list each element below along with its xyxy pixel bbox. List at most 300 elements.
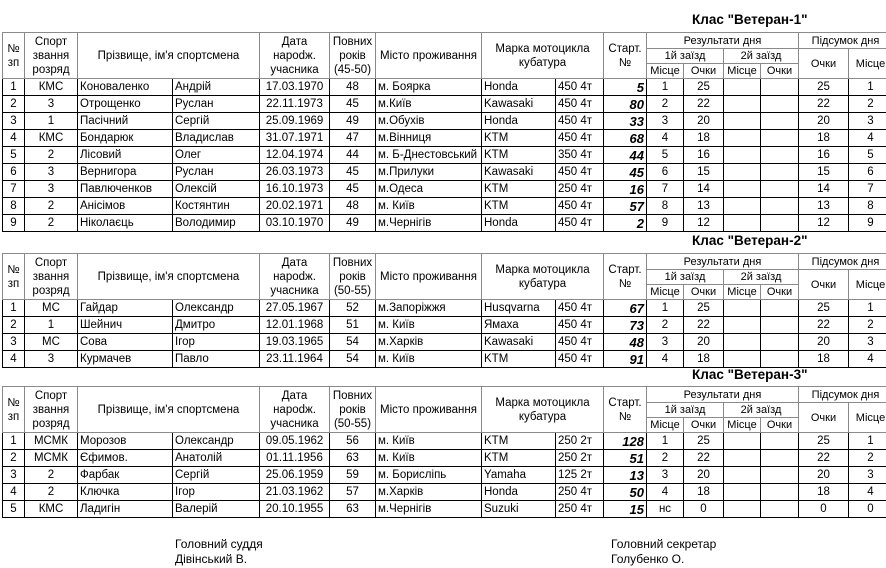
cell-cc: 250 4т [556, 484, 604, 501]
col-header-total: Підсумок дня [799, 33, 886, 49]
cell-city: м.Чернігів [376, 501, 482, 518]
cell-name: Анатолій [173, 450, 260, 467]
cell-age: 52 [330, 300, 376, 317]
chief-judge-label: Головний суддя [175, 537, 263, 551]
cell-r2-place [724, 300, 761, 317]
cell-r1-place: 2 [647, 96, 684, 113]
chief-judge-name: Дівінський В. [175, 552, 248, 566]
cell-r2-pts [761, 215, 799, 232]
cell-no: 4 [3, 351, 25, 368]
col-header-city: Місто проживання [376, 33, 482, 79]
cell-rank: 3 [25, 181, 78, 198]
cell-no: 5 [3, 501, 25, 518]
cell-r2-place [724, 317, 761, 334]
cell-cc: 250 4т [556, 501, 604, 518]
col-header-race1-points: Очки [684, 64, 724, 79]
cell-brand: Husqvarna [482, 300, 556, 317]
cell-rank: 3 [25, 96, 78, 113]
results-table-veteran-2 [2, 253, 886, 368]
class-title-veteran-1: Клас "Ветеран-1" [692, 12, 808, 27]
cell-total-pts: 25 [799, 79, 849, 96]
cell-rank: 1 [25, 317, 78, 334]
cell-age: 45 [330, 181, 376, 198]
cell-dob: 12.04.1974 [260, 147, 330, 164]
col-header-dob: Дата нарodж. учасника [260, 254, 330, 300]
cell-name: Руслан [173, 96, 260, 113]
cell-no: 2 [3, 96, 25, 113]
cell-r2-pts [761, 79, 799, 96]
col-header-name: Прізвище, ім'я спортсмена [78, 254, 260, 300]
cell-name: Руслан [173, 164, 260, 181]
col-header-rank: Спорт звання розряд [25, 387, 78, 433]
cell-rank: КМС [25, 79, 78, 96]
cell-dob: 19.03.1965 [260, 334, 330, 351]
cell-r2-pts [761, 450, 799, 467]
cell-rank: МСМК [25, 450, 78, 467]
col-header-total: Підсумок дня [799, 387, 886, 403]
cell-total-pts: 22 [799, 317, 849, 334]
col-header-race2-points: Очки [761, 285, 799, 300]
cell-r2-place [724, 467, 761, 484]
cell-brand: KTM [482, 198, 556, 215]
cell-dob: 20.10.1955 [260, 501, 330, 518]
cell-dob: 25.06.1959 [260, 467, 330, 484]
cell-age: 45 [330, 164, 376, 181]
cell-r2-pts [761, 351, 799, 368]
col-header-name: Прізвище, ім'я спортсмена [78, 33, 260, 79]
cell-brand: Kawasaki [482, 96, 556, 113]
cell-dob: 23.11.1964 [260, 351, 330, 368]
cell-r2-pts [761, 433, 799, 450]
class-title-veteran-3: Клас "Ветеран-3" [692, 367, 808, 382]
cell-rank: 2 [25, 467, 78, 484]
col-header-race1: 1й заїзд [647, 403, 724, 418]
col-header-race1-place: Місце [647, 418, 684, 433]
col-header-no: № зп [3, 387, 25, 433]
col-header-bike: Марка мотоцикла кубатура [482, 387, 604, 433]
cell-dob: 03.10.1970 [260, 215, 330, 232]
cell-surname: Лісовий [78, 147, 173, 164]
cell-r2-place [724, 147, 761, 164]
col-header-race2-place: Місце [724, 64, 761, 79]
col-header-city: Місто проживання [376, 254, 482, 300]
cell-dob: 26.03.1973 [260, 164, 330, 181]
cell-no: 2 [3, 317, 25, 334]
cell-r2-pts [761, 113, 799, 130]
cell-rank: МС [25, 334, 78, 351]
col-header-race2-points: Очки [761, 64, 799, 79]
cell-total-place: 1 [849, 79, 886, 96]
cell-total-pts: 18 [799, 130, 849, 147]
cell-no: 6 [3, 164, 25, 181]
cell-dob: 22.11.1973 [260, 96, 330, 113]
cell-cc: 450 4т [556, 130, 604, 147]
cell-r1-place: 4 [647, 484, 684, 501]
cell-total-place: 2 [849, 96, 886, 113]
col-header-no: № зп [3, 33, 25, 79]
cell-cc: 250 2т [556, 450, 604, 467]
cell-total-pts: 20 [799, 113, 849, 130]
cell-start: 44 [604, 147, 647, 164]
cell-r2-pts [761, 198, 799, 215]
cell-total-pts: 13 [799, 198, 849, 215]
col-header-race2-place: Місце [724, 285, 761, 300]
cell-total-place: 1 [849, 300, 886, 317]
cell-total-pts: 18 [799, 484, 849, 501]
cell-r2-place [724, 501, 761, 518]
cell-surname: Фарбак [78, 467, 173, 484]
col-header-total-points: Очки [799, 49, 849, 79]
cell-city: м. Київ [376, 450, 482, 467]
cell-name: Ігор [173, 334, 260, 351]
cell-brand: Yamaha [482, 467, 556, 484]
col-header-race2: 2й заїзд [724, 49, 799, 64]
cell-start: 80 [604, 96, 647, 113]
cell-start: 68 [604, 130, 647, 147]
col-header-race1: 1й заїзд [647, 270, 724, 285]
cell-r1-place: 2 [647, 450, 684, 467]
cell-r1-place: 6 [647, 164, 684, 181]
cell-no: 1 [3, 300, 25, 317]
cell-no: 9 [3, 215, 25, 232]
results-table-veteran-1 [2, 32, 886, 232]
cell-total-place: 2 [849, 450, 886, 467]
cell-age: 57 [330, 484, 376, 501]
table-row [3, 147, 886, 164]
cell-total-place: 4 [849, 484, 886, 501]
cell-name: Павло [173, 351, 260, 368]
cell-city: м.Одеса [376, 181, 482, 198]
cell-r1-pts: 25 [684, 433, 724, 450]
cell-name: Сергій [173, 467, 260, 484]
cell-r1-pts: 15 [684, 164, 724, 181]
cell-rank: 2 [25, 147, 78, 164]
table-row [3, 433, 886, 450]
cell-total-pts: 12 [799, 215, 849, 232]
cell-dob: 27.05.1967 [260, 300, 330, 317]
table-row [3, 450, 886, 467]
cell-start: 33 [604, 113, 647, 130]
cell-r1-pts: 12 [684, 215, 724, 232]
cell-surname: Гайдар [78, 300, 173, 317]
cell-r1-place: 2 [647, 317, 684, 334]
cell-age: 48 [330, 198, 376, 215]
cell-dob: 20.02.1971 [260, 198, 330, 215]
cell-dob: 25.09.1969 [260, 113, 330, 130]
cell-r1-pts: 20 [684, 467, 724, 484]
cell-start: 2 [604, 215, 647, 232]
cell-start: 13 [604, 467, 647, 484]
col-header-total-place: Місце [849, 270, 886, 300]
cell-start: 15 [604, 501, 647, 518]
cell-surname: Єфимов. [78, 450, 173, 467]
col-header-race1: 1й заїзд [647, 49, 724, 64]
cell-surname: Ніколаєць [78, 215, 173, 232]
table-row [3, 501, 886, 518]
col-header-start: Старт. № [604, 387, 647, 433]
col-header-name: Прізвище, ім'я спортсмена [78, 387, 260, 433]
table-row [3, 96, 886, 113]
cell-no: 1 [3, 79, 25, 96]
col-header-bike: Марка мотоцикла кубатура [482, 33, 604, 79]
cell-name: Сергій [173, 113, 260, 130]
cell-r1-pts: 25 [684, 79, 724, 96]
cell-brand: KTM [482, 130, 556, 147]
cell-name: Володимир [173, 215, 260, 232]
cell-total-pts: 15 [799, 164, 849, 181]
cell-no: 8 [3, 198, 25, 215]
cell-r1-place: 9 [647, 215, 684, 232]
table-row [3, 300, 886, 317]
results-table-veteran-3 [2, 386, 886, 518]
cell-surname: Ладигін [78, 501, 173, 518]
cell-r1-pts: 22 [684, 317, 724, 334]
cell-start: 67 [604, 300, 647, 317]
cell-age: 51 [330, 317, 376, 334]
cell-rank: КМС [25, 130, 78, 147]
col-header-age: Повних років (45-50) [330, 33, 376, 79]
cell-age: 56 [330, 433, 376, 450]
col-header-race2: 2й заїзд [724, 270, 799, 285]
cell-brand: Honda [482, 484, 556, 501]
cell-brand: Honda [482, 79, 556, 96]
cell-r2-pts [761, 147, 799, 164]
col-header-no: № зп [3, 254, 25, 300]
col-header-total-place: Місце [849, 403, 886, 433]
cell-r1-place: 4 [647, 351, 684, 368]
col-header-total: Підсумок дня [799, 254, 886, 270]
cell-r2-pts [761, 164, 799, 181]
cell-name: Олег [173, 147, 260, 164]
cell-dob: 12.01.1968 [260, 317, 330, 334]
cell-r1-place: 8 [647, 198, 684, 215]
cell-cc: 450 4т [556, 300, 604, 317]
cell-brand: KTM [482, 181, 556, 198]
cell-city: м.Харків [376, 484, 482, 501]
cell-surname: Анісімов [78, 198, 173, 215]
cell-cc: 450 4т [556, 96, 604, 113]
cell-r1-place: 1 [647, 300, 684, 317]
cell-start: 128 [604, 433, 647, 450]
cell-r2-place [724, 130, 761, 147]
cell-r2-place [724, 351, 761, 368]
cell-total-pts: 20 [799, 334, 849, 351]
cell-name: Костянтин [173, 198, 260, 215]
cell-city: м.Прилуки [376, 164, 482, 181]
cell-cc: 450 4т [556, 215, 604, 232]
col-header-total-points: Очки [799, 270, 849, 300]
cell-r2-pts [761, 96, 799, 113]
cell-city: м.Харків [376, 334, 482, 351]
cell-r2-place [724, 450, 761, 467]
cell-r2-place [724, 433, 761, 450]
cell-city: м. Б-Днестовський [376, 147, 482, 164]
col-header-city: Місто проживання [376, 387, 482, 433]
cell-start: 45 [604, 164, 647, 181]
cell-r1-pts: 16 [684, 147, 724, 164]
cell-r1-place: 4 [647, 130, 684, 147]
col-header-total-points: Очки [799, 403, 849, 433]
cell-r1-pts: 22 [684, 96, 724, 113]
cell-rank: 2 [25, 484, 78, 501]
chief-secretary-label: Головний секретар [611, 537, 717, 551]
table-row [3, 317, 886, 334]
cell-r1-place: 3 [647, 334, 684, 351]
cell-brand: KTM [482, 433, 556, 450]
cell-no: 4 [3, 484, 25, 501]
cell-no: 5 [3, 147, 25, 164]
cell-r2-place [724, 215, 761, 232]
cell-age: 45 [330, 96, 376, 113]
cell-name: Олексій [173, 181, 260, 198]
cell-start: 5 [604, 79, 647, 96]
col-header-rank: Спорт звання розряд [25, 33, 78, 79]
col-header-results: Результати дня [647, 387, 799, 403]
cell-cc: 450 4т [556, 334, 604, 351]
table-row [3, 181, 886, 198]
cell-r2-pts [761, 181, 799, 198]
cell-r2-pts [761, 300, 799, 317]
cell-total-place: 9 [849, 215, 886, 232]
cell-age: 48 [330, 79, 376, 96]
cell-city: м. Київ [376, 198, 482, 215]
cell-r1-pts: 20 [684, 113, 724, 130]
cell-r2-place [724, 484, 761, 501]
cell-total-place: 3 [849, 334, 886, 351]
cell-name: Дмитро [173, 317, 260, 334]
cell-dob: 16.10.1973 [260, 181, 330, 198]
cell-cc: 450 4т [556, 113, 604, 130]
cell-r2-place [724, 181, 761, 198]
cell-brand: Honda [482, 113, 556, 130]
cell-total-pts: 0 [799, 501, 849, 518]
cell-r1-place: 5 [647, 147, 684, 164]
cell-r1-pts: 18 [684, 130, 724, 147]
cell-surname: Ключка [78, 484, 173, 501]
col-header-bike: Марка мотоцикла кубатура [482, 254, 604, 300]
cell-r1-pts: 18 [684, 484, 724, 501]
cell-surname: Коноваленко [78, 79, 173, 96]
cell-no: 2 [3, 450, 25, 467]
cell-rank: МС [25, 300, 78, 317]
cell-city: м.Вінниця [376, 130, 482, 147]
cell-brand: KTM [482, 351, 556, 368]
cell-surname: Бондарюк [78, 130, 173, 147]
cell-r1-place: 3 [647, 467, 684, 484]
cell-name: Олександр [173, 433, 260, 450]
cell-surname: Сова [78, 334, 173, 351]
cell-dob: 09.05.1962 [260, 433, 330, 450]
cell-city: м.Обухів [376, 113, 482, 130]
cell-age: 54 [330, 334, 376, 351]
cell-start: 16 [604, 181, 647, 198]
cell-dob: 31.07.1971 [260, 130, 330, 147]
cell-age: 63 [330, 450, 376, 467]
cell-start: 51 [604, 450, 647, 467]
cell-total-place: 3 [849, 467, 886, 484]
cell-age: 59 [330, 467, 376, 484]
cell-rank: 2 [25, 198, 78, 215]
table-row [3, 467, 886, 484]
cell-r1-place: 7 [647, 181, 684, 198]
cell-no: 3 [3, 113, 25, 130]
cell-cc: 125 2т [556, 467, 604, 484]
cell-r1-place: 3 [647, 113, 684, 130]
cell-rank: МСМК [25, 433, 78, 450]
col-header-race2-place: Місце [724, 418, 761, 433]
cell-surname: Вернигора [78, 164, 173, 181]
cell-r1-pts: 20 [684, 334, 724, 351]
cell-total-place: 7 [849, 181, 886, 198]
cell-start: 48 [604, 334, 647, 351]
cell-rank: 1 [25, 113, 78, 130]
col-header-race1-place: Місце [647, 64, 684, 79]
cell-r1-place: 1 [647, 433, 684, 450]
cell-start: 57 [604, 198, 647, 215]
cell-brand: Honda [482, 215, 556, 232]
cell-r1-pts: 25 [684, 300, 724, 317]
cell-r1-place: нс [647, 501, 684, 518]
cell-age: 49 [330, 215, 376, 232]
cell-dob: 21.03.1962 [260, 484, 330, 501]
cell-total-place: 6 [849, 164, 886, 181]
cell-r1-pts: 13 [684, 198, 724, 215]
cell-cc: 450 4т [556, 198, 604, 215]
table-row [3, 351, 886, 368]
cell-name: Олександр [173, 300, 260, 317]
cell-r2-place [724, 79, 761, 96]
chief-secretary-name: Голубенко О. [611, 552, 685, 566]
col-header-rank: Спорт звання розряд [25, 254, 78, 300]
cell-name: Андрій [173, 79, 260, 96]
col-header-race1-points: Очки [684, 418, 724, 433]
cell-brand: KTM [482, 450, 556, 467]
col-header-race1-points: Очки [684, 285, 724, 300]
col-header-dob: Дата нарodж. учасника [260, 387, 330, 433]
col-header-results: Результати дня [647, 33, 799, 49]
cell-city: м. Київ [376, 433, 482, 450]
cell-age: 49 [330, 113, 376, 130]
cell-rank: КМС [25, 501, 78, 518]
table-row [3, 164, 886, 181]
col-header-total-place: Місце [849, 49, 886, 79]
cell-total-pts: 22 [799, 96, 849, 113]
cell-r2-place [724, 334, 761, 351]
cell-r2-pts [761, 501, 799, 518]
cell-r1-place: 1 [647, 79, 684, 96]
cell-r2-pts [761, 130, 799, 147]
cell-rank: 3 [25, 351, 78, 368]
cell-total-pts: 25 [799, 300, 849, 317]
table-row [3, 484, 886, 501]
cell-no: 3 [3, 334, 25, 351]
cell-name: Валерій [173, 501, 260, 518]
col-header-age: Повних років (50-55) [330, 254, 376, 300]
cell-r2-place [724, 198, 761, 215]
cell-age: 47 [330, 130, 376, 147]
cell-r2-place [724, 96, 761, 113]
cell-cc: 250 2т [556, 433, 604, 450]
cell-city: м. Київ [376, 317, 482, 334]
cell-city: м.Чернігів [376, 215, 482, 232]
col-header-race1-place: Місце [647, 285, 684, 300]
cell-r1-pts: 22 [684, 450, 724, 467]
cell-city: м. Борисліпь [376, 467, 482, 484]
cell-age: 44 [330, 147, 376, 164]
table-row [3, 79, 886, 96]
cell-surname: Курмачев [78, 351, 173, 368]
cell-dob: 17.03.1970 [260, 79, 330, 96]
